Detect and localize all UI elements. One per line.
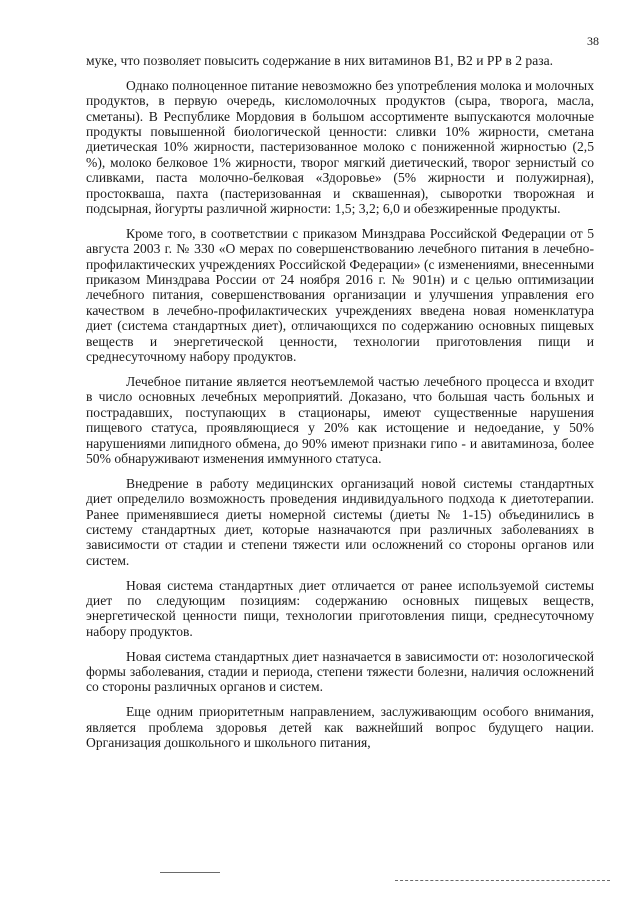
- document-body: [86, 53, 594, 750]
- page-number: 38: [587, 34, 599, 48]
- footer-rule-left: [160, 872, 220, 873]
- paragraph-3: Кроме того, в соответствии с приказом Минздрава Российской Федерации от 5 августа 2003 г. № 330 «О мерах по совершенствованию лечебного питания в лечебно-профилактических учреждениях Российской Федерации» (с изменениями, внесенными приказом Минздрава России от 24 ноября 2016 г. № 901н) и с целью оптимизации лечебного питания, совершенствования организации и улучшения управления его качеством в лечебно-профилактических учреждениях введена новая номенклатура диет (система стандартных диет), отличающихся по содержанию основных пищевых веществ и энергетической ценности, технологии приготовления пищи и среднесуточному набору продуктов.: [86, 225, 594, 365]
- paragraph-5: Внедрение в работу медицинских организаций новой системы стандартных диет определило возможность проведения индивидуального подхода к диетотерапии. Ранее применявшиеся диеты номерной системы (диеты № 1-15) объединились в систему стандартных диет, которые назначаются при различных заболеваниях в зависимости от стадии и степени тяжести или осложнений со стороны органов или систем.: [86, 475, 594, 568]
- paragraph-1: муке, что позволяет повысить содержание в них витаминов В1, В2 и РР в 2 раза.: [86, 53, 554, 68]
- paragraph-8: Еще одним приоритетным направлением, заслуживающим особого внимания, является проблема здоровья детей как важнейший вопрос будущего нации. Организация дошкольного и школьного питания,: [86, 704, 594, 750]
- paragraph-6: Новая система стандартных диет отличается от ранее используемой системы диет по следующим позициям: содержанию основных пищевых веществ, энергетической ценности пищи, технологии приготовления пищи, среднесуточному набору продуктов.: [86, 577, 594, 639]
- paragraph-2: Однако полноценное питание невозможно без употребления молока и молочных продуктов, в первую очередь, кисломолочных продуктов (сыра, творога, масла, сметаны). В Республике Мордовия в большом ассортименте выпускаются молочные продукты повышенной биологической ценности: сливки 10% жирности, сметана диетическая 10% жирности, пастеризованное молоко с пониженной жирностью (2,5 %), молоко белковое 1% жирности, творог мягкий диетический, творог зернистый со сливками, паста молочно-белковая «Здоровье» (5% жирности и полужирная), простокваша, пахта (пастеризованная и сквашенная), сыворотки творожная и подсырная, йогурты различной жирности: 1,5; 3,2; 6,0 и обезжиренные продукты.: [86, 77, 594, 217]
- paragraph-4: Лечебное питание является неотъемлемой частью лечебного процесса и входит в число основных лечебных мероприятий. Доказано, что большая часть больных и пострадавших, поступающих в стационары, имеют существенные нарушения пищевого статуса, проявляющиеся у 20% как истощение и недоедание, у 50% нарушениями липидного обмена, до 90% имеют признаки гипо - и авитаминоза, более 50% обнаруживают изменения иммунного статуса.: [86, 373, 594, 466]
- footer-rule-right: [395, 880, 610, 881]
- paragraph-7: Новая система стандартных диет назначается в зависимости от: нозологической формы заболевания, стадии и периода, степени тяжести болезни, наличия осложнений со стороны различных органов и систем.: [86, 648, 594, 695]
